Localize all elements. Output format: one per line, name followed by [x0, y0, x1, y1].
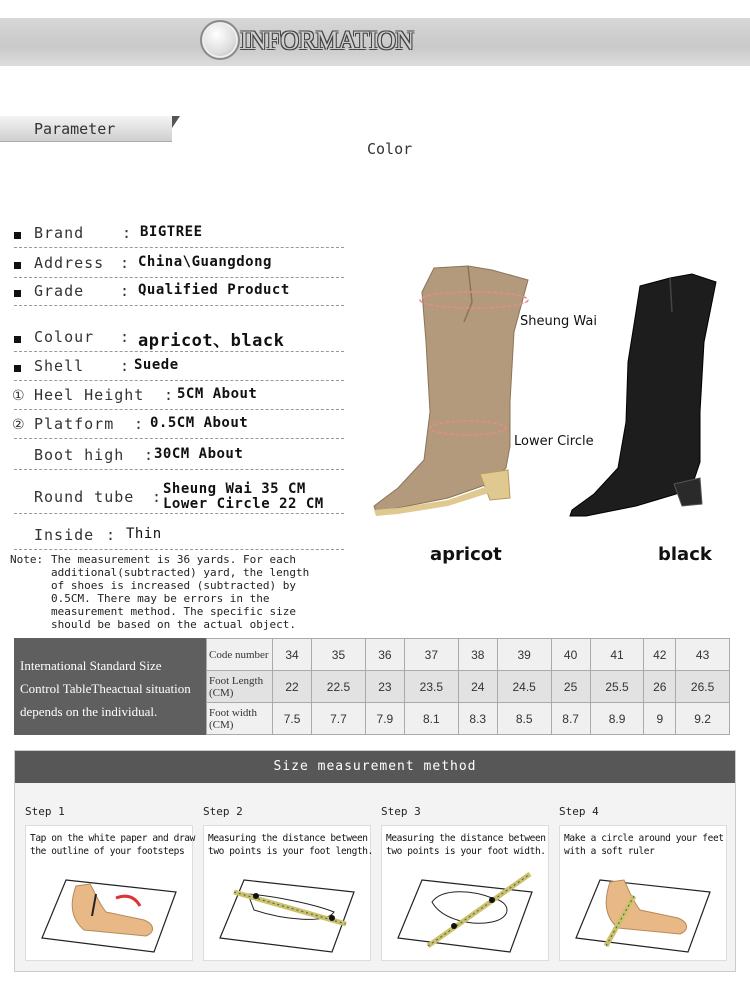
spec-key: Grade	[34, 282, 85, 300]
apricot-boot-image	[368, 262, 538, 522]
lower-circle-tag: Lower Circle	[514, 434, 594, 449]
table-cell: 40	[551, 639, 590, 671]
table-cell: 25.5	[590, 671, 644, 703]
spec-key: Platform	[34, 415, 115, 433]
color-heading: Color	[367, 140, 413, 158]
soft-ruler-icon	[570, 872, 720, 956]
table-cell: 22.5	[312, 671, 366, 703]
spec-key: Address	[34, 254, 105, 272]
parameter-tab	[0, 116, 172, 142]
table-cell: 7.7	[312, 703, 366, 735]
spec-value: Thin	[126, 526, 162, 542]
spec-value: BIGTREE	[140, 224, 203, 240]
banner-title: INFORMATION	[240, 26, 414, 55]
spec-sep: :	[120, 254, 131, 272]
caption-apricot: apricot	[430, 544, 502, 565]
length-ruler-icon	[214, 872, 364, 956]
spec-key: Round tube	[34, 488, 135, 506]
spec-value: Sheung Wai 35 CM	[163, 481, 306, 497]
spec-value: 0.5CM About	[150, 415, 249, 431]
step-panel	[381, 825, 549, 961]
spec-sep: :	[134, 415, 145, 433]
spec-value: China\Guangdong	[138, 254, 272, 270]
parameter-label: Parameter	[34, 120, 116, 138]
step-panel	[203, 825, 371, 961]
spec-row-inside	[14, 526, 344, 550]
step-label: Step 2	[203, 805, 243, 818]
step-desc: Measuring the distance between two points is your foot width.	[386, 833, 546, 857]
table-cell: 22	[273, 671, 312, 703]
size-grid	[206, 638, 730, 735]
spec-key: Colour	[34, 328, 95, 346]
step-desc: Tap on the white paper and draw the outline of your footsteps	[30, 833, 195, 857]
table-cell: 24	[458, 671, 497, 703]
step-label: Step 1	[25, 805, 65, 818]
spec-sep: :	[164, 386, 175, 404]
table-cell: 36	[365, 639, 404, 671]
bullet-icon	[14, 290, 21, 297]
table-cell: 35	[312, 639, 366, 671]
spec-value: Qualified Product	[138, 282, 290, 298]
measurement-method-section	[14, 750, 736, 972]
circled-one-icon: ①	[12, 388, 25, 404]
table-cell: 23	[365, 671, 404, 703]
spec-sep: :	[106, 526, 117, 544]
circled-two-icon: ②	[12, 417, 25, 433]
step-desc: Make a circle around your feet with a soft ruler	[564, 833, 724, 857]
spec-value-2: Lower Circle 22 CM	[163, 496, 324, 512]
spec-value: 5CM About	[177, 386, 258, 402]
row-label: Foot width (CM)	[207, 703, 273, 735]
spec-row-boot-high	[14, 446, 344, 470]
spec-sep: :	[144, 446, 155, 464]
table-cell: 34	[273, 639, 312, 671]
spec-row-platform	[14, 415, 344, 439]
table-cell: 24.5	[497, 671, 551, 703]
spec-row-round-tube	[14, 481, 344, 514]
step-1	[25, 803, 193, 961]
spec-row-grade	[14, 282, 344, 306]
row-label: Code number	[207, 639, 273, 671]
spec-sep: :	[120, 282, 131, 300]
spec-sep: :	[152, 488, 163, 506]
spec-row-brand	[14, 224, 344, 248]
spec-key: Inside	[34, 526, 95, 544]
spec-row-heel-height	[14, 386, 344, 410]
spec-value: Suede	[134, 357, 179, 373]
spec-sep: :	[120, 357, 131, 375]
intro-line: depends on the individual.	[20, 704, 158, 719]
note-label: Note:	[10, 553, 44, 566]
table-cell: 38	[458, 639, 497, 671]
width-ruler-icon	[392, 872, 542, 956]
step-panel	[25, 825, 193, 961]
spec-sep: :	[122, 224, 133, 242]
table-cell: 7.9	[365, 703, 404, 735]
row-label: Foot Length (CM)	[207, 671, 273, 703]
table-cell: 43	[676, 639, 730, 671]
spec-row-address	[14, 254, 344, 278]
table-cell: 9	[644, 703, 676, 735]
information-banner	[0, 18, 750, 66]
size-table	[14, 638, 730, 735]
table-cell: 23.5	[404, 671, 458, 703]
spec-key: Brand	[34, 224, 85, 242]
table-cell: 39	[497, 639, 551, 671]
table-cell: 7.5	[273, 703, 312, 735]
step-label: Step 4	[559, 805, 599, 818]
table-cell: 8.1	[404, 703, 458, 735]
table-cell: 41	[590, 639, 644, 671]
table-cell: 42	[644, 639, 676, 671]
table-row-foot-width	[207, 703, 730, 735]
method-title-bar	[15, 751, 735, 783]
intro-line: International Standard Size	[20, 658, 162, 673]
apricot-boot-heel	[480, 470, 510, 500]
sheung-wai-tag: Sheung Wai	[520, 314, 597, 329]
spec-row-shell	[14, 357, 344, 381]
table-cell: 26.5	[676, 671, 730, 703]
method-title: Size measurement method	[273, 759, 477, 774]
spec-key: Boot high	[34, 446, 125, 464]
spec-key: Shell	[34, 357, 85, 375]
table-cell: 8.9	[590, 703, 644, 735]
spec-key: Heel Height	[34, 386, 145, 404]
spec-sep: :	[120, 328, 131, 346]
size-table-intro	[14, 638, 206, 735]
spec-value: apricot、black	[138, 331, 285, 351]
table-cell: 8.7	[551, 703, 590, 735]
table-cell: 25	[551, 671, 590, 703]
black-boot-image	[566, 272, 726, 520]
caption-black: black	[658, 544, 712, 565]
bullet-icon	[14, 232, 21, 239]
foot-outline-icon	[36, 872, 186, 956]
banner-circle-icon	[200, 20, 240, 60]
table-cell: 8.5	[497, 703, 551, 735]
note-text: The measurement is 36 yards. For each additional(subtracted) yard, the length of shoes is increased (subtracted) by 0.5CM. There may be errors in the measurement method. The specific size should be based on the actual object.	[51, 553, 310, 631]
step-label: Step 3	[381, 805, 421, 818]
step-panel	[559, 825, 727, 961]
bullet-icon	[14, 365, 21, 372]
spec-row-colour	[14, 328, 344, 352]
bullet-icon	[14, 336, 21, 343]
table-row-foot-length	[207, 671, 730, 703]
table-cell: 26	[644, 671, 676, 703]
table-row-code	[207, 639, 730, 671]
step-2	[203, 803, 371, 961]
table-cell: 9.2	[676, 703, 730, 735]
step-4	[559, 803, 727, 961]
step-3	[381, 803, 549, 961]
table-cell: 8.3	[458, 703, 497, 735]
bullet-icon	[14, 262, 21, 269]
spec-value: 30CM About	[154, 446, 244, 462]
table-cell: 37	[404, 639, 458, 671]
intro-line: Control TableTheactual situation	[20, 681, 191, 696]
step-desc: Measuring the distance between two points is your foot length.	[208, 833, 373, 857]
